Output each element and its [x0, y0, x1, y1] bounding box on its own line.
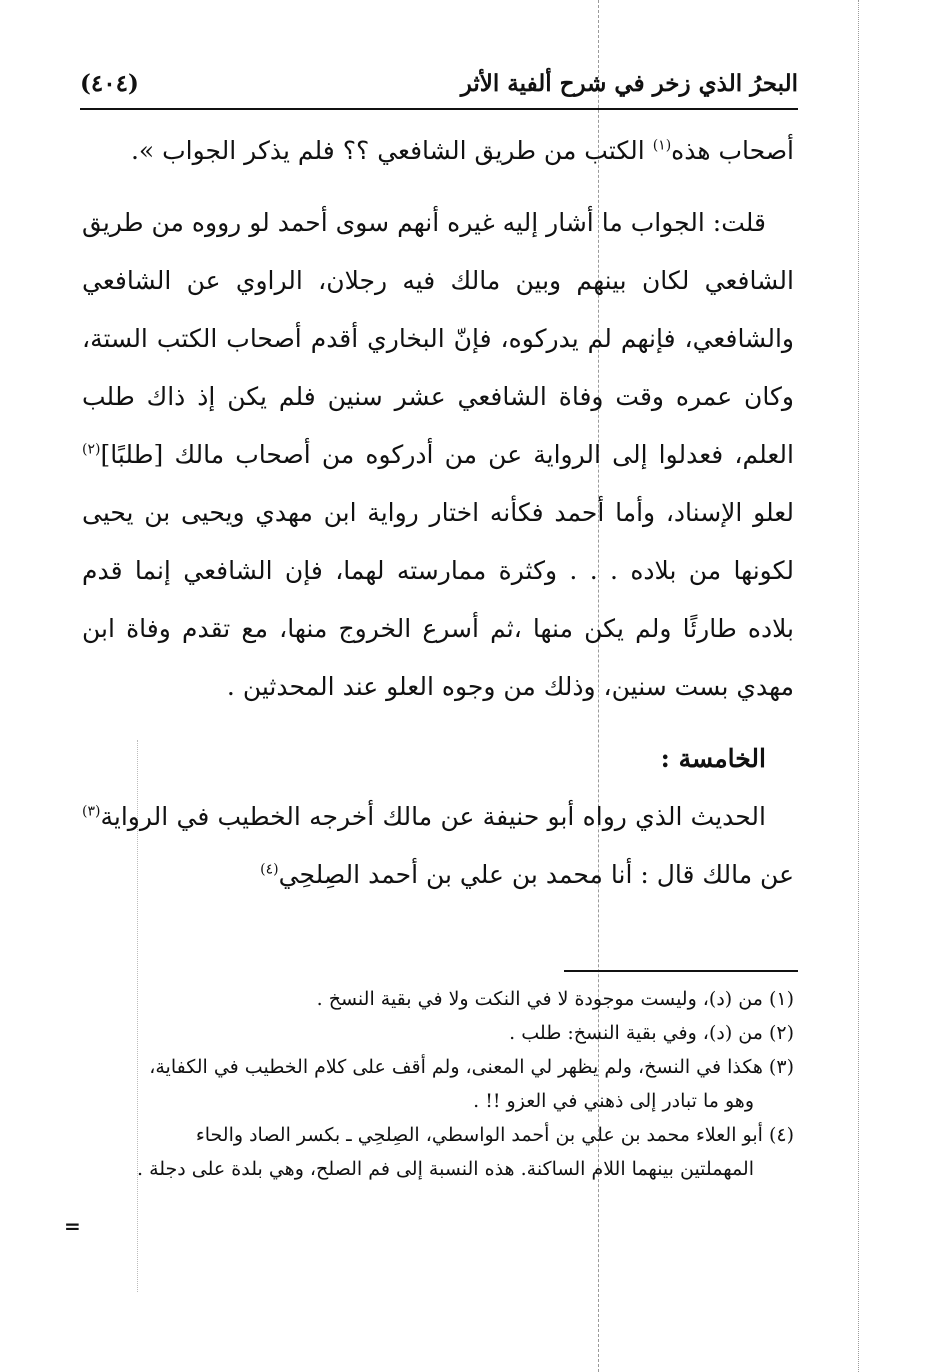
footnote-ref: (٤): [260, 861, 279, 878]
page-number: (٤٠٤): [80, 70, 139, 97]
footnote-continuation: المهملتين بينهما اللام الساكنة. هذه النسبة إلى فم الصلح، وهي بلدة على دجلة .: [137, 1158, 754, 1180]
footnote-ref: (٢): [82, 441, 101, 458]
paragraph: قلت: الجواب ما أشار إليه غيره أنهم سوى أحمد لو رووه من طريق الشافعي لكان بينهم وبين مالك فيه رجلان، الراوي عن الشافعي والشافعي، فإنهم لم يدركوه، فإنّ البخاري أقدم أصحاب الكتب الستة، وكان عمره وقت وفاة الشافعي عشر سنين فلم يكن إذ ذاك طلب العلم، فعدلوا إلى الرواية عن من أدركوه من أصحاب مالك [طلبًا]$^{(٢)}$ لعلو الإسناد، وأما أحمد فكأنه اختار رواية ابن مهدي ويحيى بن يحيى لكونها من بلاده . . . وكثرة ممارسته لهما، فإن الشافعي إنما قدم بلاده طارئًا ولم يكن منها ،ثم أسرع الخروج منها، مع تقدم وفاة ابن مهدي بست سنين، وذلك من وجوه العلو عند المحدثين .: [82, 208, 794, 701]
footnote-ref: (١): [652, 137, 672, 154]
scan-guide-line: [858, 0, 859, 1372]
paragraph: الحديث الذي رواه أبو حنيفة عن مالك أخرجه الخطيب في الرواية$^{(٣)}$ عن مالك قال : أنا محمد بن علي بن أحمد الصِلحِي$^{(٤)}$: [82, 802, 794, 889]
footnote: (٢) من (د)، وفي بقية النسخ: طلب .: [509, 1022, 794, 1044]
footnote-continuation: وهو ما تبادر إلى ذهني في العزو !! .: [473, 1090, 754, 1112]
book-title: البحرُ الذي زخر في شرح ألفية الأثر: [460, 70, 798, 97]
footnote: (٣) هكذا في النسخ، ولم يظهر لي المعنى، ولم أقف على كلام الخطيب في الكفاية،: [149, 1056, 794, 1078]
footnotes: [82, 982, 794, 1186]
running-header: [80, 70, 798, 102]
paragraph: أصحاب هذه$^{(١)}$ الكتب من طريق الشافعي ؟؟ فلم يذكر الجواب ».: [130, 136, 794, 165]
footnote: (٤) أبو العلاء محمد بن علي بن أحمد الواسطي، الصِلحِي ـ بكسر الصاد والحاء: [195, 1124, 794, 1146]
footnote-separator: [564, 970, 798, 972]
footnote: (١) من (د)، وليست موجودة لا في النكت ولا في بقية النسخ .: [316, 988, 794, 1010]
header-rule: [80, 108, 798, 110]
section-heading: الخامسة :: [660, 744, 766, 773]
footnote-ref: (٣): [82, 803, 101, 820]
main-text: [82, 122, 794, 904]
margin-mark: =: [64, 1214, 81, 1238]
